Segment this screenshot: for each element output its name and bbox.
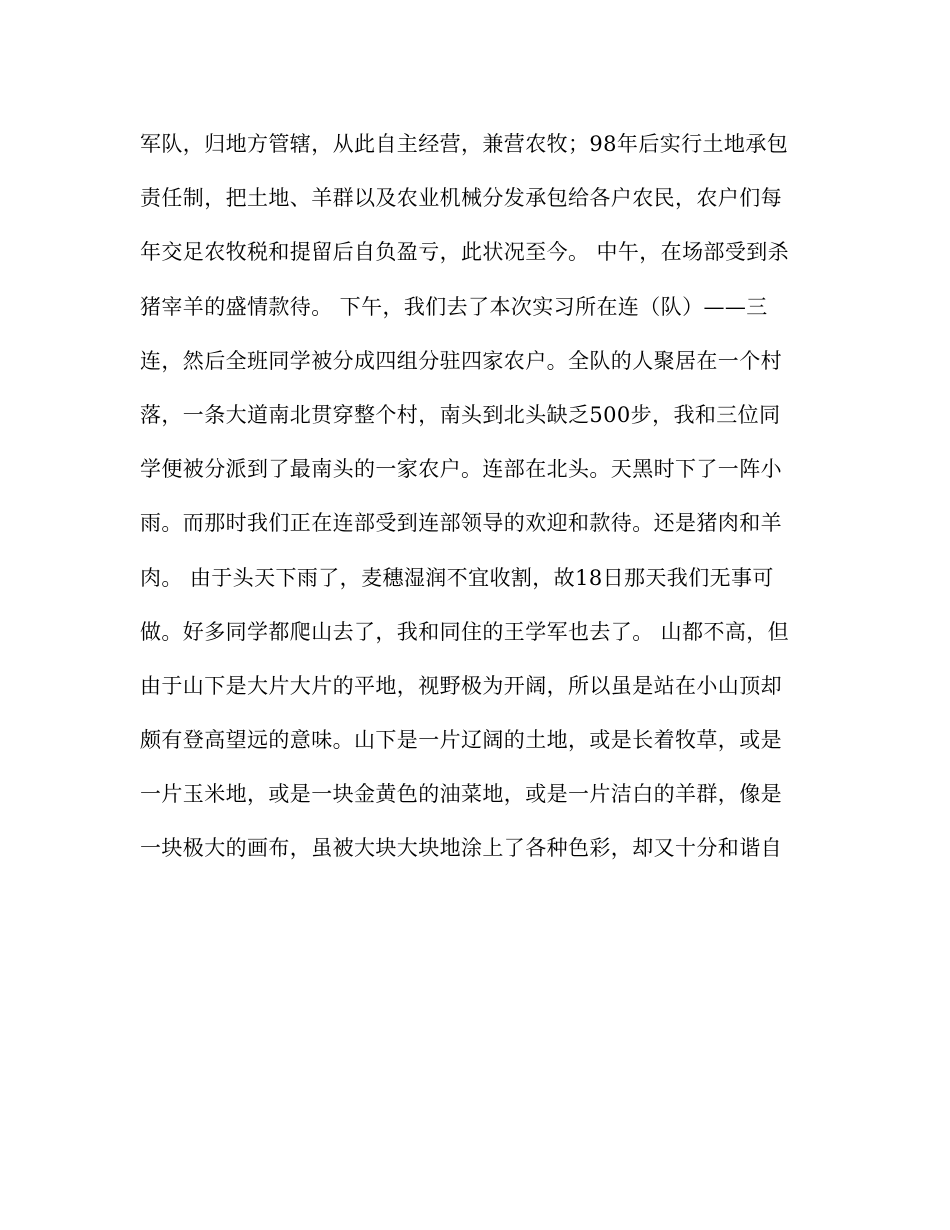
text-line: 责任制，把土地、羊群以及农业机械分发承包给各户农民，农户们每 (140, 186, 782, 211)
text-line: 由于山下是大片大片的平地，视野极为开阔，所以虽是站在小山顶却 (140, 673, 782, 698)
text-line: 肉。 由于头天下雨了，麦穗湿润不宜收割，故18日那天我们无事可 (140, 565, 774, 590)
body-text (140, 124, 820, 883)
text-line: 学便被分派到了最南头的一家农户。连部在北头。天黑时下了一阵小 (140, 457, 782, 482)
text-line: 落，一条大道南北贯穿整个村，南头到北头缺乏500步，我和三位同 (140, 402, 781, 427)
text-line: 一片玉米地，或是一块金黄色的油菜地，或是一片洁白的羊群，像是 (140, 782, 782, 807)
text-line: 颇有登高望远的意味。山下是一片辽阔的土地，或是长着牧草，或是 (140, 728, 782, 753)
text-line: 一块极大的画布，虽被大块大块地涂上了各种色彩，却又十分和谐自 (140, 836, 782, 861)
text-line: 年交足农牧税和提留后自负盈亏，此状况至今。 中午，在场部受到杀 (140, 240, 790, 265)
text-line: 做。好多同学都爬山去了，我和同住的王学军也去了。 山都不高，但 (140, 619, 790, 644)
text-line: 军队，归地方管辖，从此自主经营，兼营农牧；98年后实行土地承包 (140, 132, 789, 156)
text-line: 连，然后全班同学被分成四组分驻四家农户。全队的人聚居在一个村 (140, 348, 782, 373)
text-line: 雨。而那时我们正在连部受到连部领导的欢迎和款待。还是猪肉和羊 (140, 511, 782, 536)
text-line: 猪宰羊的盛情款待。 下午，我们去了本次实习所在连（队）——三 (140, 294, 768, 319)
